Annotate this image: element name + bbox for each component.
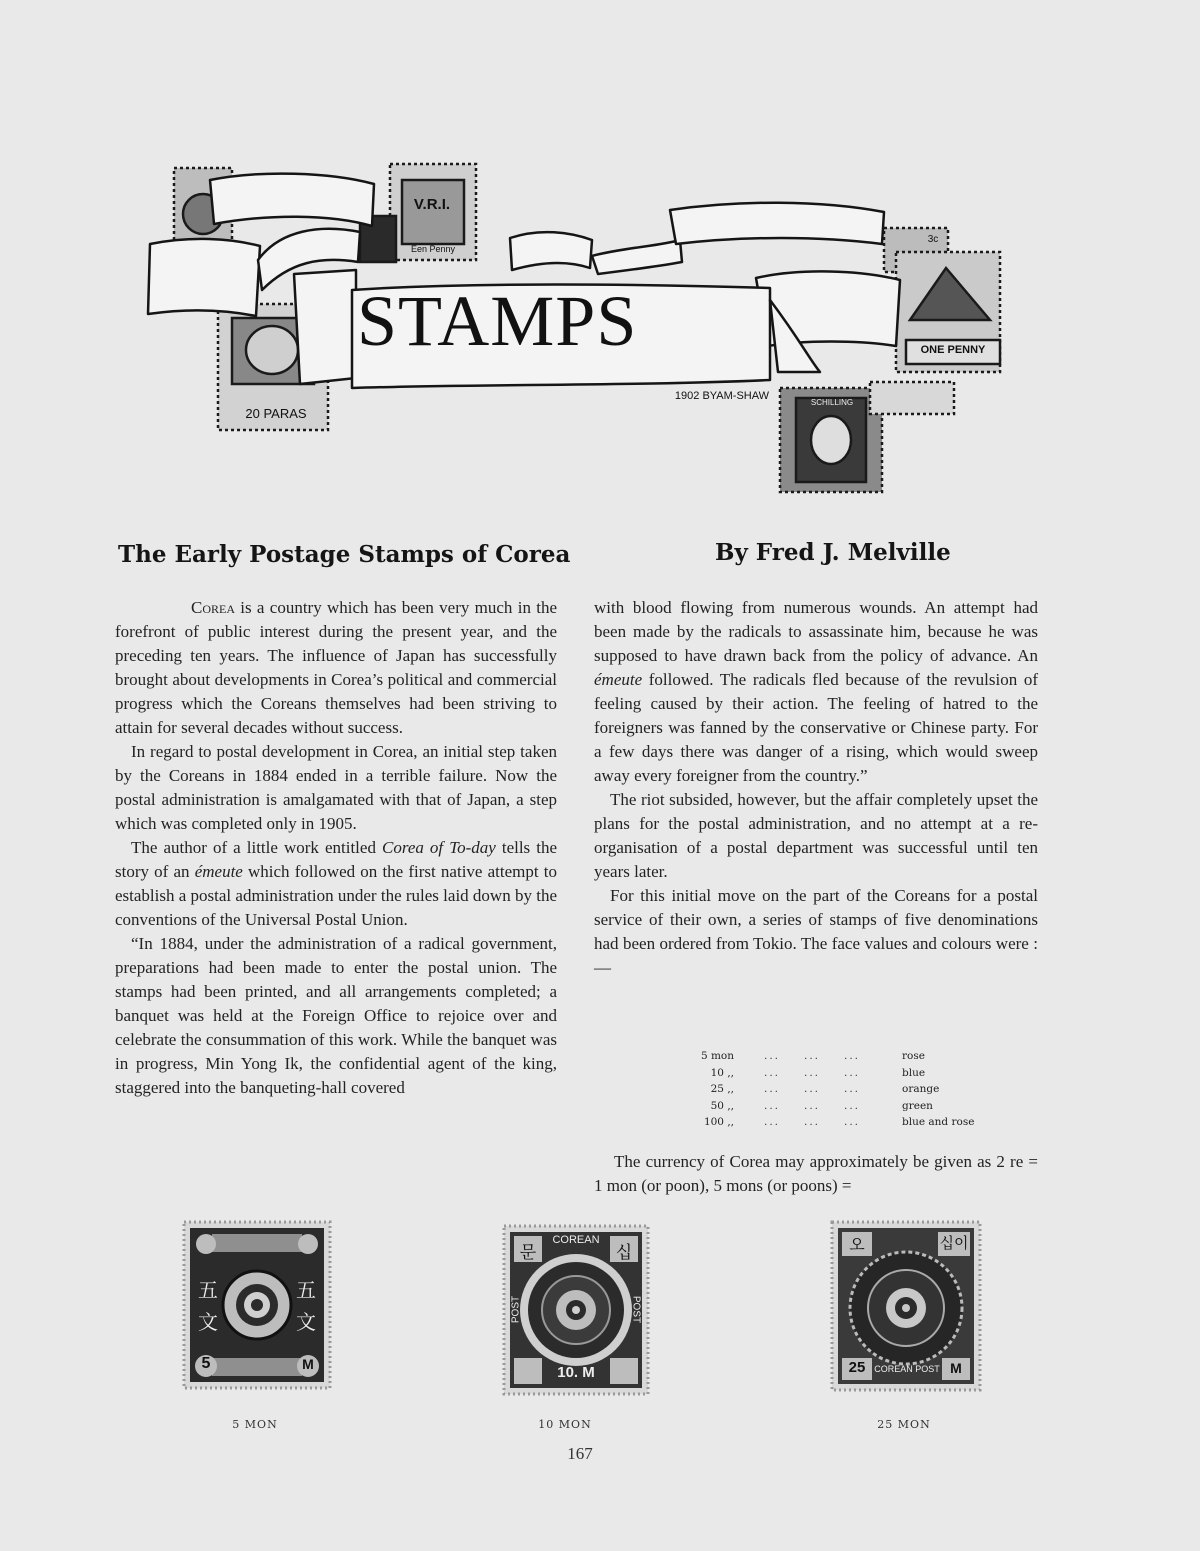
stamp-10-mon-bottom-text: 10. M: [557, 1364, 595, 1381]
denomination: 10 ,,: [710, 1066, 734, 1079]
table-row: [674, 1065, 1004, 1082]
leader-dots: [764, 1081, 884, 1098]
dots-1: ...: [764, 1083, 781, 1095]
right-column: [594, 596, 1038, 980]
dots-3: ...: [844, 1083, 861, 1095]
paragraph-5-text-a: with blood flowing from numerous wounds. An attempt had been made by the radicals to assassinate him, because he was supposed to have drawn back from the policy of advance. An: [594, 598, 1038, 665]
stamp-5-mon-value: 5: [201, 1355, 211, 1372]
dots-2: ...: [804, 1116, 821, 1128]
paragraph-5-text-b: followed. The radicals fled because of the revulsion of feeling caused by their action. The feeling of hatred to the foreigners was fanned by the conservative or Chinese party. For a few days there was danger of a rising, which would sweep away every foreigner from the country.”: [594, 670, 1038, 785]
emeute-word: émeute: [194, 862, 243, 881]
stamp-5-mon-char-br: 文: [296, 1312, 316, 1334]
stamp-10-mon-top-text: COREAN: [552, 1234, 600, 1246]
colour: green: [902, 1099, 933, 1112]
stamp-label-een-penny: Een Penny: [410, 244, 456, 254]
colour: blue: [902, 1066, 926, 1079]
header-illustration: [0, 0, 1200, 520]
dots-1: ...: [764, 1050, 781, 1062]
stamp-25-mon-corner-tr: 십이: [939, 1235, 969, 1252]
currency-text: The currency of Corea may approximately be given as 2 re = 1 mon (or poon), 5 mons (or poons) =: [594, 1152, 1038, 1195]
currency-paragraph: [594, 1150, 1038, 1198]
caption-25-mon: 25 MON: [877, 1418, 931, 1431]
stamp-10-mon-side-right: POST: [630, 1295, 642, 1324]
dots-2: ...: [804, 1099, 821, 1112]
left-column: [115, 596, 557, 1100]
banner-title: STAMPS: [357, 281, 638, 361]
paragraph-3-text-a: The author of a little work entitled: [131, 838, 382, 857]
stamp-10-mon-corner-tl: 문: [519, 1243, 537, 1262]
caption-10-mon: 10 MON: [538, 1418, 592, 1431]
stamp-5-mon-char-tl: 五: [198, 1280, 218, 1302]
denomination: 50 ,,: [710, 1099, 734, 1112]
stamp-5-mon-char-bl: 文: [198, 1312, 218, 1334]
stamp-25-mon-bottom-text: COREAN POST: [874, 1364, 940, 1374]
caption-5-mon: 5 MON: [232, 1418, 278, 1431]
article-title: The Early Postage Stamps of Corea: [118, 541, 571, 568]
book-title: Corea of To-day: [382, 838, 496, 857]
stamp-label-schilling: SCHILLING: [810, 398, 854, 407]
paragraph-6: The riot subsided, however, but the affair completely upset the plans for the postal administration, and no attempt at a re-organisation of a postal department was successful until ten years later.: [594, 790, 1038, 881]
dots-1: ...: [764, 1099, 781, 1112]
paragraph-1: [115, 596, 557, 740]
stamp-5-mon-unit: M: [302, 1356, 314, 1372]
stamp-10-mon-side-left: POST: [510, 1295, 522, 1324]
stamp-25-mon-unit: M: [950, 1360, 962, 1376]
colour: rose: [902, 1050, 925, 1062]
article-byline: By Fred J. Melville: [715, 539, 951, 566]
stamp-label-three-cents: 3c: [927, 234, 939, 245]
stamp-label-vri: V.R.I.: [413, 196, 451, 213]
face-values-table: [674, 1048, 1004, 1131]
leader-dots: [764, 1048, 884, 1065]
denomination: 25 ,,: [710, 1083, 734, 1095]
dots-1: ...: [764, 1066, 781, 1079]
dots-2: ...: [804, 1050, 821, 1062]
paragraph-1-text: is a country which has been very much in the forefront of public interest during the present year, and the preceding ten years. The influence of Japan has successfully brought about developments in Corea’s political and commercial progress which the Coreans themselves had been striving to attain for several decades without success.: [115, 598, 557, 737]
colour: orange: [902, 1083, 940, 1095]
paragraph-4: “In 1884, under the administration of a radical government, preparations had been made to enter the postal union. The stamps had been printed, and all arrangements completed; a banquet was held at the Foreign Office to rejoice over and celebrate the consummation of this work. While the banquet was in progress, Min Yong Ik, the confidential agent of the king, staggered into the banqueting-hall covered: [115, 934, 557, 1097]
dots-3: ...: [844, 1066, 861, 1079]
table-row: [674, 1081, 1004, 1098]
stamp-25-mon-value: 25: [848, 1359, 866, 1376]
page-number: 167: [567, 1444, 593, 1463]
paragraph-3-text-c: which followed on the first native attempt to establish a postal administration under the rules laid down by the conventions of the Universal Postal Union.: [115, 862, 557, 929]
stamp-25-mon-corner-tl: 오: [849, 1237, 865, 1254]
table-row: [674, 1098, 1004, 1115]
dots-3: ...: [844, 1116, 861, 1128]
stamp-5-mon: [182, 1220, 332, 1390]
stamp-label-20-paras: 20 PARAS: [245, 406, 307, 421]
paragraph-3: [115, 836, 557, 932]
dots-2: ...: [804, 1083, 821, 1095]
dots-3: ...: [844, 1050, 861, 1062]
dots-3: ...: [844, 1099, 861, 1112]
smallcaps-corea: Corea: [191, 598, 236, 617]
leader-dots: [764, 1098, 884, 1115]
dots-2: ...: [804, 1066, 821, 1079]
paragraph-7: For this initial move on the part of the Coreans for a postal service of their own, a series of stamps of five denominations had been ordered from Tokio. The face values and colours were :—: [594, 886, 1038, 977]
paragraph-3-text-b: tells the story of an: [115, 838, 557, 881]
table-row: [674, 1048, 1004, 1065]
stamp-10-mon: [502, 1224, 650, 1396]
dots-1: ...: [764, 1116, 781, 1128]
colour: blue and rose: [902, 1116, 975, 1128]
table-row: [674, 1114, 1004, 1131]
leader-dots: [764, 1114, 884, 1131]
banner-artwork: [0, 0, 1200, 520]
stamp-label-one-penny: ONE PENNY: [920, 344, 986, 356]
leader-dots: [764, 1065, 884, 1082]
denomination: 5 mon: [700, 1050, 734, 1062]
denomination: 100 ,,: [703, 1116, 734, 1128]
emeute-word-2: émeute: [594, 670, 643, 689]
paragraph-2: In regard to postal development in Corea, an initial step taken by the Coreans in 1884 ended in a terrible failure. Now the postal administration is amalgamated with that of Japan, a step which was completed only in 1905.: [115, 742, 557, 833]
stamp-5-mon-char-tr: 五: [296, 1280, 316, 1302]
stamp-10-mon-corner-tr: 십: [615, 1243, 633, 1262]
stamp-25-mon: [830, 1220, 982, 1392]
artist-signature: 1902 BYAM-SHAW: [674, 390, 770, 402]
paragraph-5: [594, 596, 1038, 788]
